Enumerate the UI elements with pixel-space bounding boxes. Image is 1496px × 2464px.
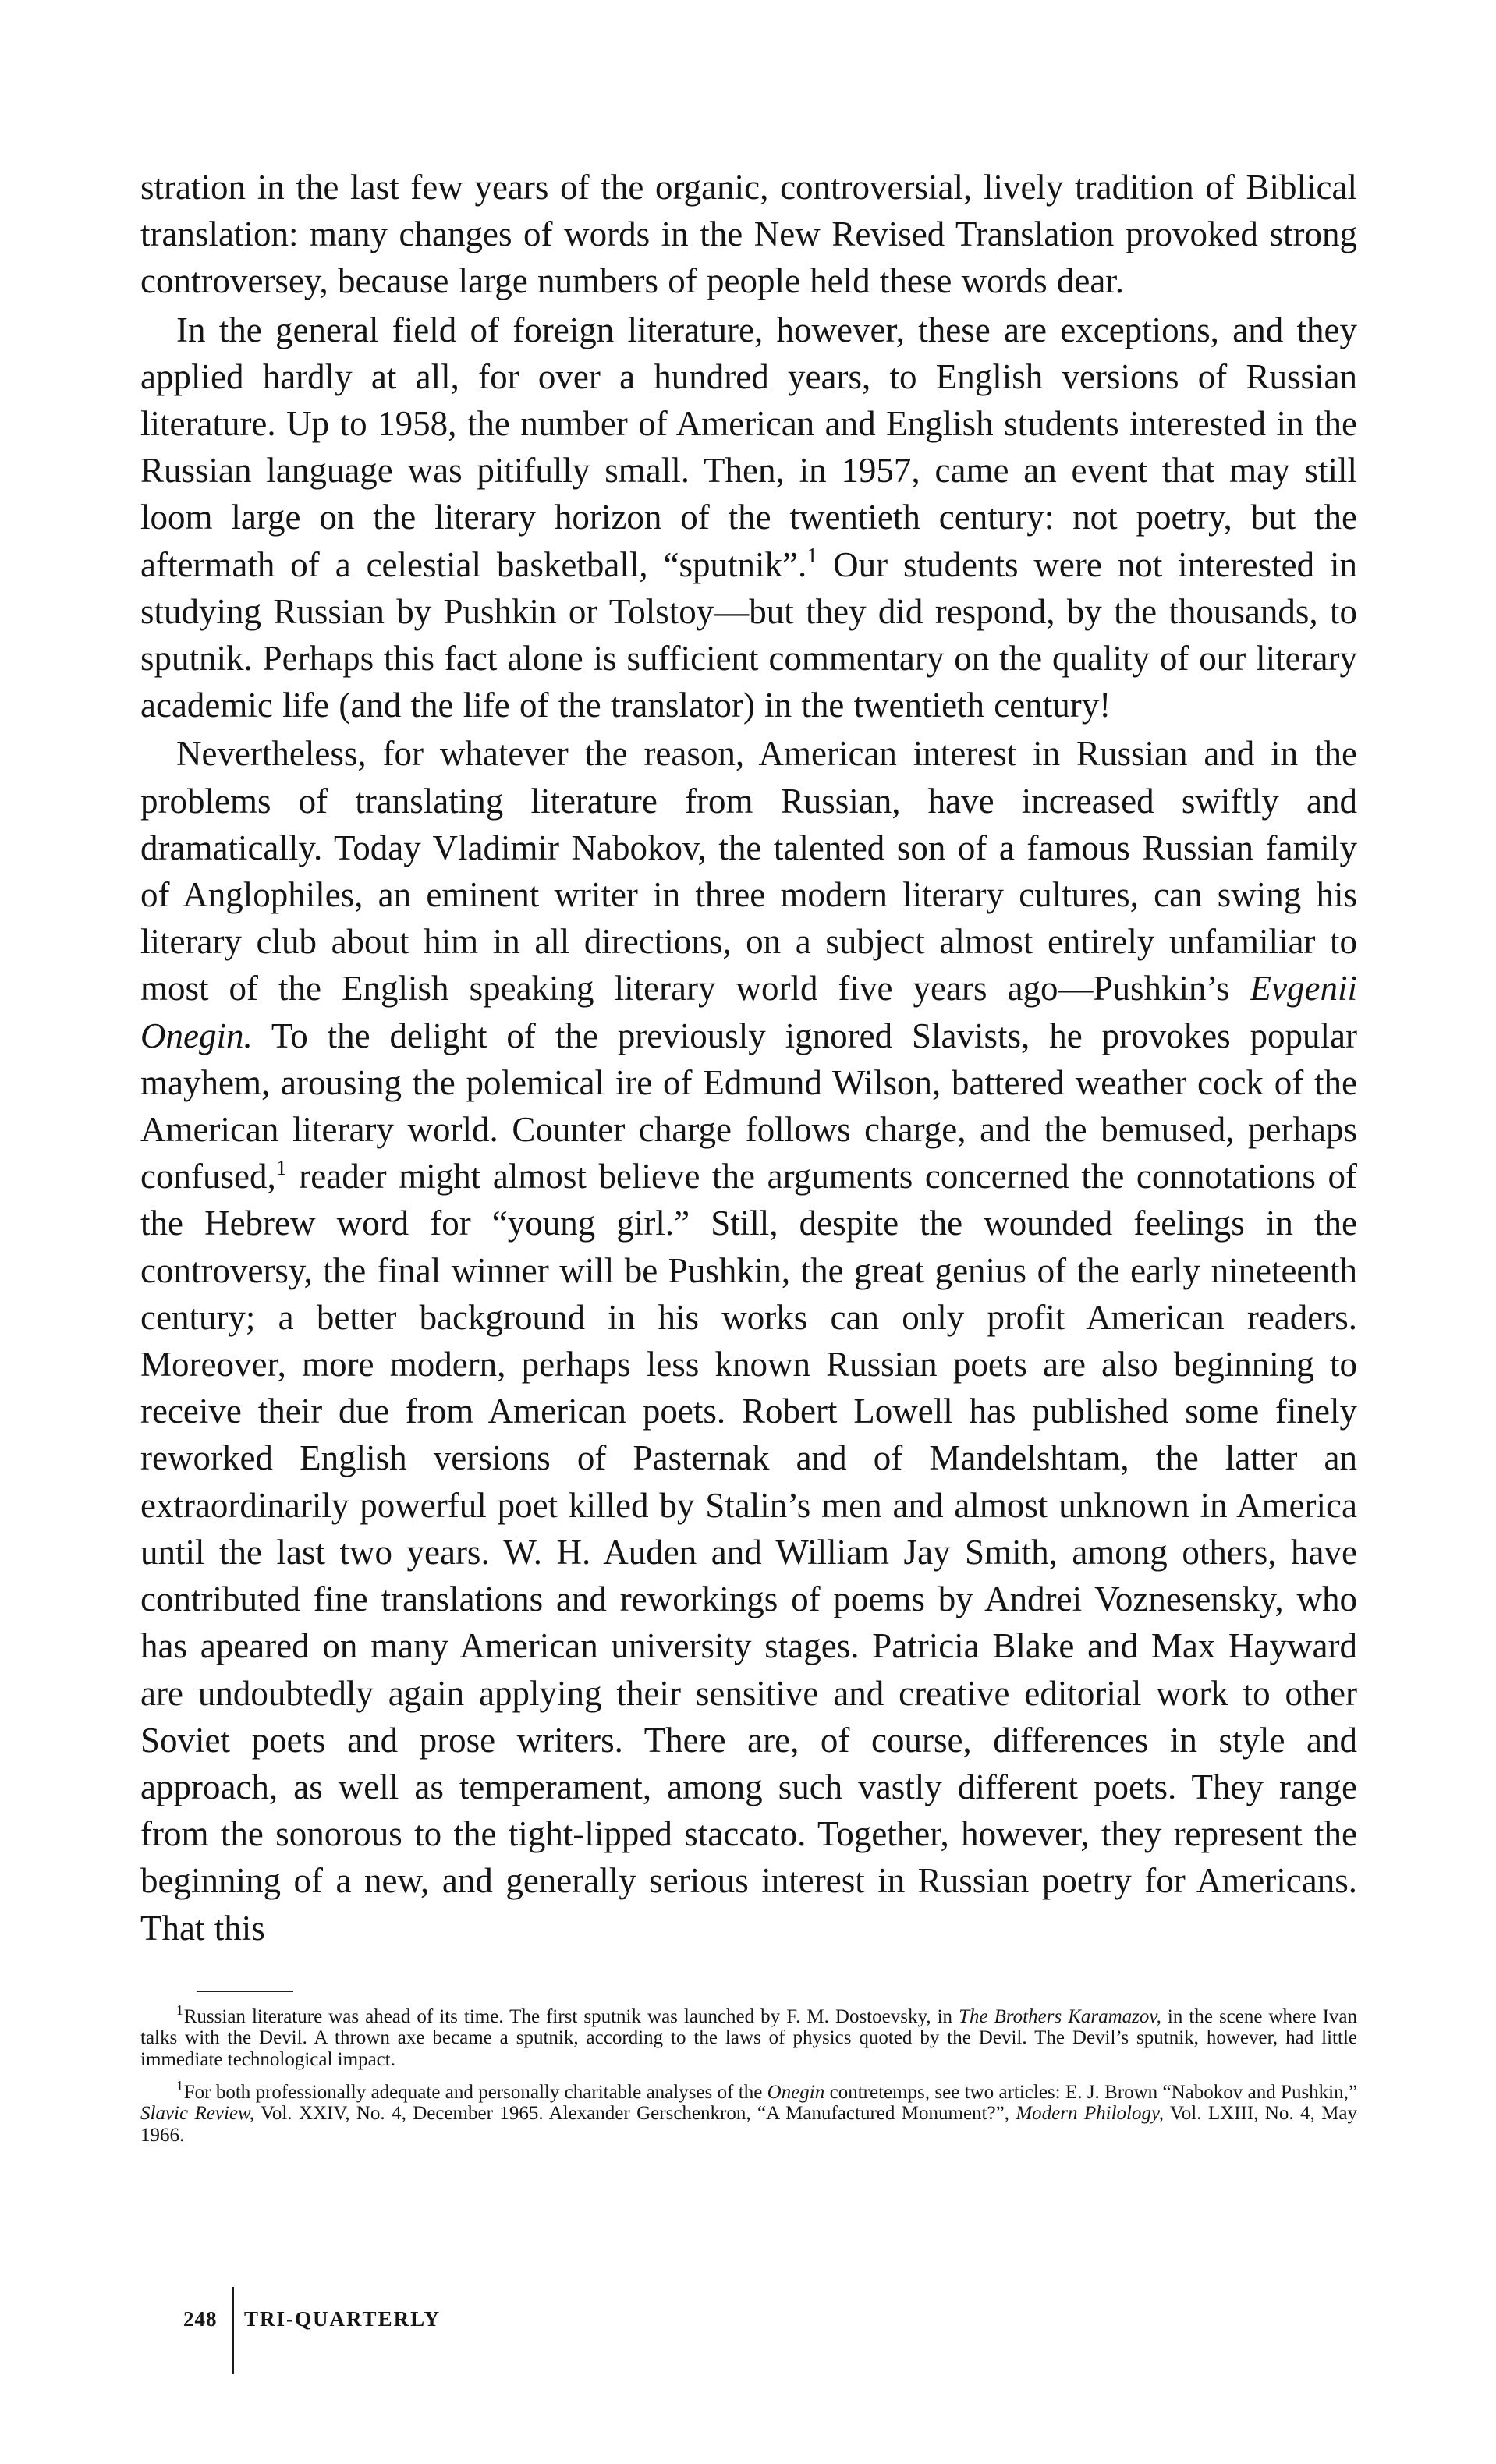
footnote-2-work-title: Onegin: [767, 2081, 825, 2103]
paragraph-2-text-b: Our students were not interested in studying Russian by Pushkin or Tolstoy—but they did respond, by the thousands, to sputnik. Perhaps this fact alone is sufficient commentary on the quality of our literary academic life (and the life of the translator) in the twentieth century!: [140, 544, 1357, 725]
footnote-ref-2[interactable]: 1: [275, 1155, 287, 1180]
page-number: 248: [183, 2307, 218, 2331]
footnote-1-text-a: Russian literature was ahead of its time. The first sputnik was launched by F. M. Dostoevsky, in: [183, 2005, 959, 2027]
footnote-1: [140, 2002, 1358, 2071]
footnote-2: [140, 2078, 1357, 2147]
journal-title: TRI-QUARTERLY: [244, 2307, 441, 2331]
footnote-2-journal-title-2: Modern Philology,: [1016, 2103, 1164, 2125]
footnote-2-text-c: Vol. XXIV, No. 4, December 1965. Alexander Gerschenkron, “A Manufactured Monument?”,: [254, 2103, 1016, 2125]
work-title-evgenii-onegin: Evgenii Onegin.: [140, 969, 1357, 1055]
paragraph-3: [140, 730, 1357, 1951]
footnote-1-work-title: The Brothers Karamazov,: [959, 2005, 1161, 2027]
footnote-1-mark: 1: [176, 2002, 183, 2019]
paragraph-3-text-a: Nevertheless, for whatever the reason, American interest in Russian and in the problems of translating literature from Russian, have increased swiftly and dramatically. Today Vladimir Nabokov, the talented son of a famous Russian family of Anglophiles, an eminent writer in three modern literary cultures, can swing his literary club about him in all directions, on a subject almost entirely unfamiliar to most of the English speaking literary world five years ago—Pushkin’s: [140, 734, 1357, 1009]
footnote-2-text-a: For both professionally adequate and personally charitable analyses of the: [183, 2081, 767, 2103]
footnote-separator: [197, 1991, 293, 1992]
footnote-1-text-b: in the scene where Ivan talks with the Devil. A thrown axe became a sputnik, according to the laws of physics quoted by the Devil. The Devil’s sputnik, however, had little immediate technological impact.: [140, 2005, 1358, 2070]
footer-vertical-rule: [232, 2287, 234, 2374]
paragraph-1: [140, 164, 1357, 305]
paragraph-2-text-a: In the general field of foreign literature, however, these are exceptions, and they applied hardly at all, for over a hundred years, to English versions of Russian literature. Up to 1958, the number of American and English students interested in the Russian language was pitifully small. Then, in 1957, came an event that may still loom large on the literary horizon of the twentieth century: not poetry, but the aftermath of a celestial basketball, “sputnik”.: [140, 310, 1357, 584]
footnote-2-text-d: Vol. LXIII, No. 4, May 1966.: [140, 2103, 1357, 2146]
footnotes: [140, 2002, 1358, 2147]
paragraph-3-text-c: reader might almost believe the arguments concerned the connotations of the Hebrew word for “young girl.” Still, despite the wounded feelings in the controversy, the final winner will be Pushkin, the great genius of the early nineteenth century; a better background in his works can only profit American readers. Moreover, more modern, perhaps less known Russian poets are also beginning to receive their due from American poets. Robert Lowell has published some finely reworked English versions of Pasternak and of Mandelshtam, the latter an extraordinarily powerful poet killed by Stalin’s men and almost unknown in America until the last two years. W. H. Auden and William Jay Smith, among others, have contributed fine translations and reworkings of poems by Andrei Voznesensky, who has apeared on many American university stages. Patricia Blake and Max Hayward are undoubtedly again applying their sensitive and creative editorial work to other Soviet poets and prose writers. There are, of course, differences in style and approach, as well as temperament, among such vastly different poets. They range from the sonorous to the tight-lipped staccato. Together, however, they represent the beginning of a new, and generally serious interest in Russian poetry for Americans. That this: [140, 1157, 1357, 1948]
paragraph-3-text-b: To the delight of the previously ignored Slavists, he provokes popular mayhem, arousing the polemical ire of Edmund Wilson, battered weather cock of the American literary world. Counter charge follows charge, and the bemused, perhaps confused,: [140, 1016, 1357, 1197]
footnote-2-journal-title-1: Slavic Review,: [140, 2103, 255, 2125]
page-body: [140, 164, 1357, 2146]
footnote-ref-1[interactable]: 1: [806, 544, 818, 569]
paragraph-2: [140, 307, 1357, 729]
footnote-2-mark: 1: [176, 2078, 183, 2094]
footnote-2-text-b: contretemps, see two articles: E. J. Brown “Nabokov and Pushkin,”: [824, 2081, 1357, 2103]
paragraph-1-text: stration in the last few years of the organic, controversial, lively tradition of Biblical translation: many changes of words in the New Revised Translation provoked strong controversey, because large numbers of people held these words dear.: [140, 168, 1357, 301]
